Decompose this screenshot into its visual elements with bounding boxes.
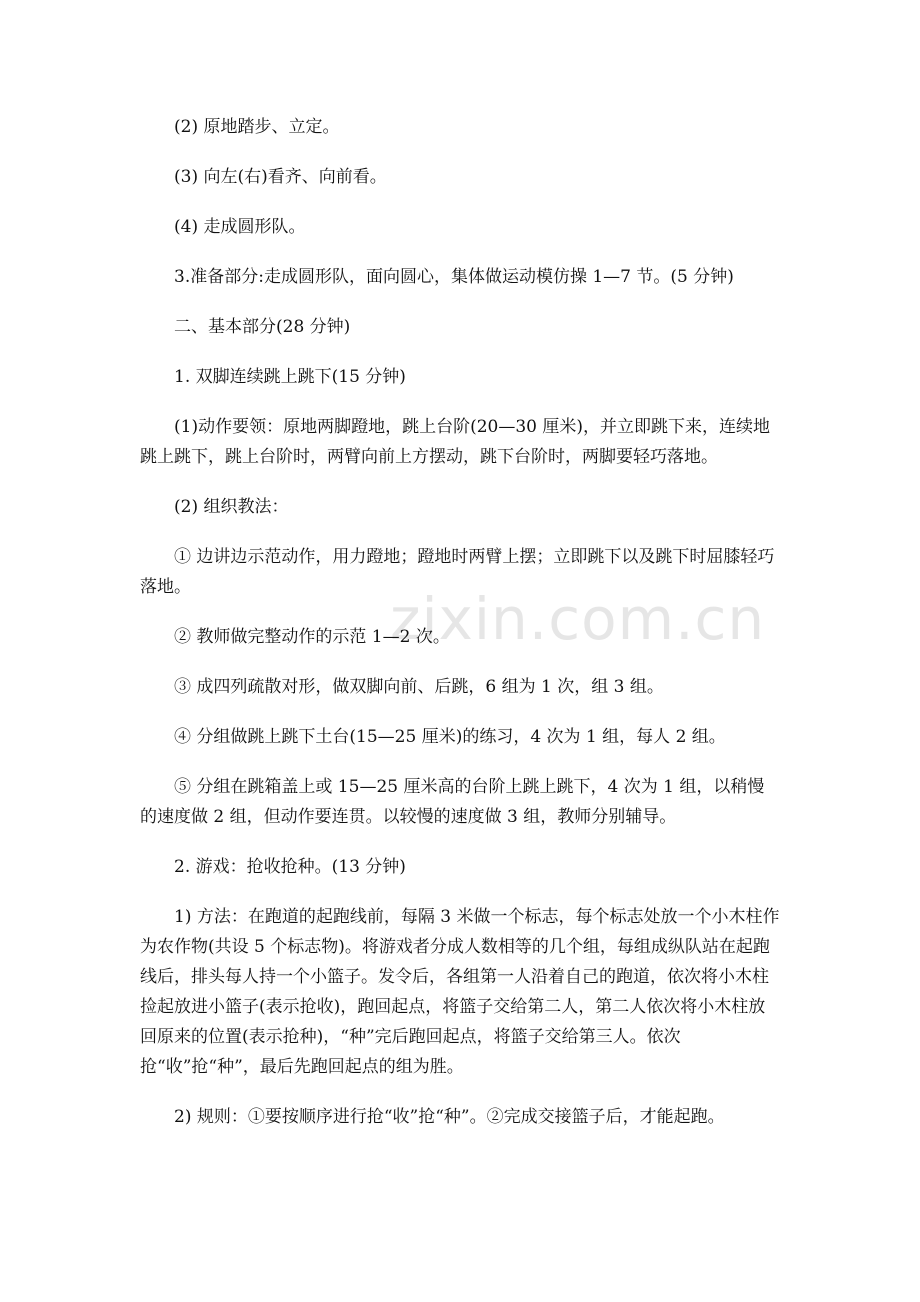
paragraph: (4) 走成圆形队。 <box>174 217 306 237</box>
section-heading: 二、基本部分(28 分钟) <box>174 317 351 337</box>
document-body <box>140 112 780 1152</box>
paragraph: (1)动作要领：原地两脚蹬地，跳上台阶(20—30 厘米)，并立即跳下来，连续地跳上跳下，跳上台阶时，两臂向前上方摆动，跳下台阶时，两脚要轻巧落地。 <box>140 417 771 467</box>
list-item: ③ 成四列疏散对形，做双脚向前、后跳，6 组为 1 次，组 3 组。 <box>174 677 664 697</box>
paragraph: 1) 方法：在跑道的起跑线前，每隔 3 米做一个标志，每个标志处放一个小木柱作为农作物(共设 5 个标志物)。将游戏者分成人数相等的几个组，每组成纵队站在起跑线后，排头每人持一个小篮子。发令后，各组第一人沿着自己的跑道，依次将小木柱捡起放进小篮子(表示抢收)，跑回起点，将篮子交给第二人，第二人依次将小木柱放回原来的位置(表示抢种)，“种”完后跑回起点，将篮子交给第三人。依次抢“收”抢“种”，最后先跑回起点的组为胜。 <box>140 907 780 1077</box>
list-item: ② 教师做完整动作的示范 1—2 次。 <box>174 627 450 647</box>
paragraph: (3) 向左(右)看齐、向前看。 <box>174 167 387 187</box>
subsection-heading: 2. 游戏：抢收抢种。(13 分钟) <box>174 857 406 877</box>
list-item: ⑤ 分组在跳箱盖上或 15—25 厘米高的台阶上跳上跳下，4 次为 1 组，以稍慢的速度做 2 组，但动作要连贯。以较慢的速度做 3 组，教师分别辅导。 <box>140 777 765 827</box>
list-item: ① 边讲边示范动作，用力蹬地；蹬地时两臂上摆；立即跳下以及跳下时屈膝轻巧落地。 <box>140 547 775 597</box>
list-item: ④ 分组做跳上跳下土台(15—25 厘米)的练习，4 次为 1 组，每人 2 组。 <box>174 727 726 747</box>
paragraph: 2) 规则：①要按顺序进行抢“收”抢“种”。②完成交接篮子后，才能起跑。 <box>174 1107 725 1127</box>
subsection-heading: 1. 双脚连续跳上跳下(15 分钟) <box>174 367 406 387</box>
paragraph: 3.准备部分:走成圆形队，面向圆心，集体做运动模仿操 1—7 节。(5 分钟) <box>174 267 734 287</box>
paragraph: (2) 组织教法： <box>174 497 289 517</box>
paragraph: (2) 原地踏步、立定。 <box>174 117 340 137</box>
watermark: zixin.com.cn <box>390 585 766 653</box>
